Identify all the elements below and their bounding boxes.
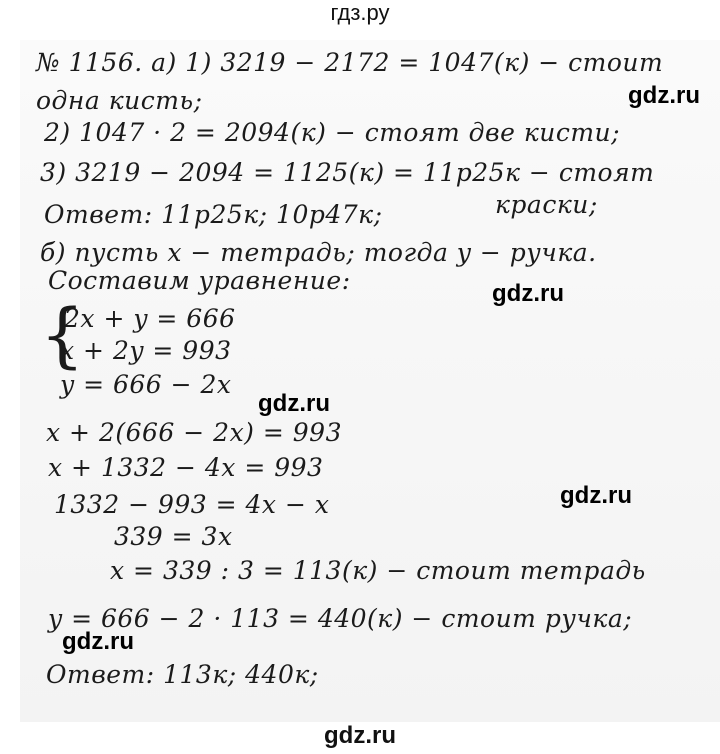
solution-line-15: 339 = 3x (114, 522, 233, 551)
site-header: гдз.ру (330, 0, 390, 25)
solution-line-6: Ответ: 11р25к; 10р47к; (44, 200, 383, 229)
solution-line-1: № 1156. а) 1) 3219 − 2172 = 1047(к) − стоит (36, 48, 664, 77)
solution-line-11: y = 666 − 2x (60, 370, 232, 399)
solution-line-8: Составим уравнение: (48, 266, 351, 295)
solution-line-10: x + 2y = 993 (60, 336, 232, 365)
solution-line-12: x + 2(666 − 2x) = 993 (46, 418, 342, 447)
system-brace: { (40, 294, 85, 376)
solution-line-14: 1332 − 993 = 4x − x (54, 490, 330, 519)
solution-line-3: 2) 1047 · 2 = 2094(к) − стоят две кисти; (44, 118, 621, 147)
solution-line-17: y = 666 − 2 · 113 = 440(к) − стоит ручка; (48, 604, 633, 633)
watermark: gdz.ru (258, 390, 330, 417)
solution-line-18: Ответ: 113к; 440к; (46, 660, 319, 689)
solution-line-13: x + 1332 − 4x = 993 (48, 453, 324, 482)
solution-line-9: 2x + y = 666 (64, 304, 236, 333)
watermark: gdz.ru (492, 280, 564, 307)
solution-line-4: 3) 3219 − 2094 = 1125(к) = 11р25к − стоят (40, 158, 655, 187)
solution-line-5: краски; (495, 190, 598, 219)
solution-line-2: одна кисть; (36, 86, 203, 115)
watermark: gdz.ru (628, 82, 700, 109)
solution-line-16: x = 339 : 3 = 113(к) − стоит тетрадь (110, 556, 646, 585)
solution-line-7: б) пусть x − тетрадь; тогда y − ручка. (40, 238, 597, 267)
site-footer: gdz.ru (324, 722, 396, 749)
watermark: gdz.ru (62, 628, 134, 655)
watermark: gdz.ru (560, 482, 632, 509)
